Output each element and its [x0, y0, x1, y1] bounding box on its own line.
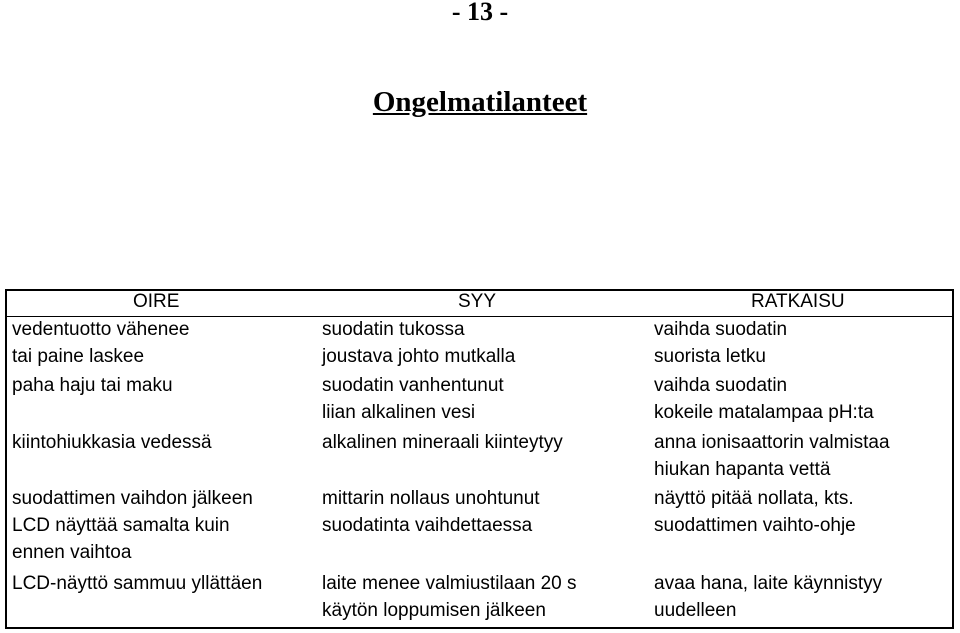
row-5-oire-line-1: LCD-näyttö sammuu yllättäen — [12, 573, 263, 594]
column-header-syy: SYY — [458, 291, 497, 312]
row-2-oire-line-1: paha haju tai maku — [12, 375, 173, 396]
row-1-syy-line-2: joustava johto mutkalla — [322, 346, 516, 367]
row-3-ratkaisu-line-1: anna ionisaattorin valmistaa — [654, 432, 890, 453]
row-3-syy-line-1: alkalinen mineraali kiinteytyy — [322, 432, 563, 453]
row-4-oire-line-3: ennen vaihtoa — [12, 542, 132, 563]
row-1-oire-line-2: tai paine laskee — [12, 346, 145, 367]
page-number: - 13 - — [451, 0, 509, 26]
row-5-syy-line-1: laite menee valmiustilaan 20 s — [322, 573, 577, 594]
row-1-syy-line-1: suodatin tukossa — [322, 319, 465, 340]
column-header-oire: OIRE — [133, 291, 180, 312]
row-4-oire-line-2: LCD näyttää samalta kuin — [12, 515, 230, 536]
row-1-ratkaisu-line-1: vaihda suodatin — [654, 319, 788, 340]
row-2-ratkaisu-line-2: kokeile matalampaa pH:ta — [654, 402, 874, 423]
row-1-ratkaisu-line-2: suorista letku — [654, 346, 766, 367]
row-4-oire-line-1: suodattimen vaihdon jälkeen — [12, 488, 253, 509]
row-4-ratkaisu-line-2: suodattimen vaihto-ohje — [654, 515, 856, 536]
row-5-syy-line-2: käytön loppumisen jälkeen — [322, 600, 546, 621]
row-2-syy-line-2: liian alkalinen vesi — [322, 402, 476, 423]
row-5-ratkaisu-line-1: avaa hana, laite käynnistyy — [654, 573, 883, 594]
row-4-syy-line-2: suodatinta vaihdettaessa — [322, 515, 533, 536]
row-5-ratkaisu-line-2: uudelleen — [654, 600, 737, 621]
row-4-syy-line-1: mittarin nollaus unohtunut — [322, 488, 540, 509]
row-3-oire-line-1: kiintohiukkasia vedessä — [12, 432, 212, 453]
row-1-oire-line-1: vedentuotto vähenee — [12, 319, 190, 340]
row-4-ratkaisu-line-1: näyttö pitää nollata, kts. — [654, 488, 854, 509]
row-2-ratkaisu-line-1: vaihda suodatin — [654, 375, 788, 396]
page-title: Ongelmatilanteet — [372, 86, 588, 118]
row-3-ratkaisu-line-2: hiukan hapanta vettä — [654, 459, 831, 480]
column-header-ratkaisu: RATKAISU — [751, 291, 845, 312]
row-2-syy-line-1: suodatin vanhentunut — [322, 375, 504, 396]
